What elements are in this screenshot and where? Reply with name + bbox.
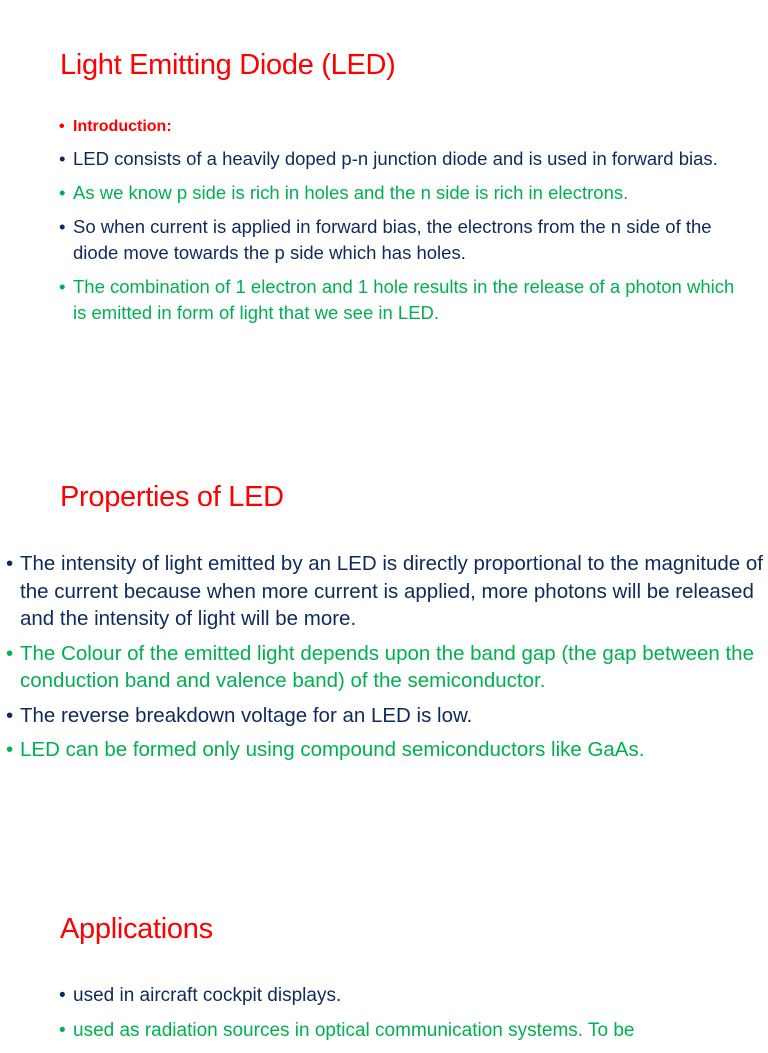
list-item (6, 640, 766, 695)
section-title-applications: Applications (60, 913, 213, 945)
bullet-icon: • (59, 276, 66, 297)
list-item-text: The intensity of light emitted by an LED is directly proportional to the magnitude of the current because when more current is applied, more photons will be released and the intensity of light will be more. (20, 552, 763, 630)
list-item (59, 983, 759, 1009)
bullet-icon: • (59, 148, 66, 169)
list-item (59, 1018, 759, 1044)
list-item (59, 274, 739, 326)
bullet-icon: • (6, 641, 14, 665)
list-item-text: LED can be formed only using compound semiconductors like GaAs. (20, 738, 645, 761)
list-item-text: The combination of 1 electron and 1 hole results in the release of a photon which is emitted in form of light that we see in LED. (73, 276, 735, 323)
list-item-text: LED consists of a heavily doped p-n junction diode and is used in forward bias. (73, 148, 718, 169)
applications-bullet-list (59, 983, 759, 1053)
bullet-icon: • (6, 738, 14, 761)
list-item-text: The Colour of the emitted light depends upon the band gap (the gap between the conduction band and valence band) of the semiconductor. (20, 641, 754, 692)
list-item (6, 702, 766, 730)
bullet-icon: • (6, 703, 14, 727)
list-item (59, 214, 739, 266)
list-item-text: The reverse breakdown voltage for an LED is low. (20, 703, 473, 727)
intro-label-text: Introduction: (73, 118, 172, 135)
list-item-text: As we know p side is rich in holes and the n side is rich in electrons. (73, 182, 629, 203)
intro-bullet-list (59, 114, 739, 334)
bullet-icon: • (59, 1020, 66, 1041)
list-item-introduction-label (59, 114, 739, 140)
bullet-icon: • (59, 985, 66, 1006)
bullet-icon: • (6, 552, 14, 575)
list-item (59, 146, 739, 172)
bullet-icon: • (59, 118, 65, 135)
section-title-properties: Properties of LED (60, 481, 284, 513)
list-item (6, 550, 766, 633)
list-item-text: So when current is applied in forward bias, the electrons from the n side of the diode move towards the p side which has holes. (73, 216, 712, 263)
properties-bullet-list (6, 550, 766, 771)
list-item (6, 736, 766, 764)
list-item-text: used in aircraft cockpit displays. (73, 985, 342, 1006)
bullet-icon: • (59, 182, 66, 203)
list-item (59, 180, 739, 206)
list-item-text: used as radiation sources in optical communication systems. To be (73, 1020, 635, 1041)
bullet-icon: • (59, 216, 66, 237)
section-title-led: Light Emitting Diode (LED) (60, 49, 396, 81)
